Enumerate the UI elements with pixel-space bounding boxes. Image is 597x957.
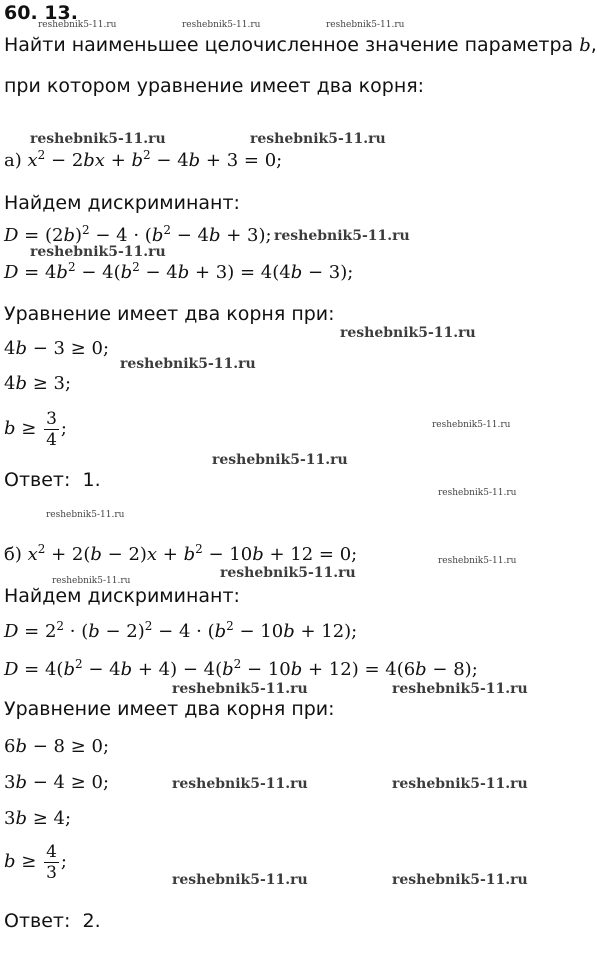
- watermark: reshebnik5-11.ru: [392, 776, 528, 792]
- part-a-discriminant-formula-1: $D = (2b)^2 - 4 \cdot (b^2 - 4b + 3)$;: [4, 223, 272, 246]
- part-b-inequality-2: 3b − 4 ≥ 0;: [4, 772, 110, 793]
- watermark: reshebnik5-11.ru: [212, 452, 348, 468]
- part-b-condition-heading: Уравнение имеет два корня при:: [4, 698, 335, 720]
- watermark: reshebnik5-11.ru: [30, 244, 166, 260]
- watermark: reshebnik5-11.ru: [340, 325, 476, 341]
- statement-comma: ,: [590, 34, 597, 56]
- part-b-inequality-4: b ≥ $\frac{4}{3}$ ;: [4, 841, 67, 883]
- watermark: reshebnik5-11.ru: [172, 681, 308, 697]
- watermark: reshebnik5-11.ru: [120, 356, 256, 372]
- part-a-discriminant-formula-2: $D = 4b^2 - 4(b^2 - 4b + 3) = 4(4b - 3)$;: [4, 260, 354, 283]
- watermark: reshebnik5-11.ru: [392, 872, 528, 888]
- task-statement-line1: [4, 34, 597, 57]
- part-a-inequality-3: b ≥ $\frac{3}{4}$ ;: [4, 408, 67, 450]
- watermark: reshebnik5-11.ru: [46, 510, 125, 520]
- task-statement-line2: при котором уравнение имеет два корня:: [4, 75, 425, 97]
- part-b-discriminant-formula-2: $D = 4(b^2 - 4b + 4) - 4(b^2 - 10b + 12) = 4(6b - 8)$;: [4, 657, 478, 680]
- watermark: reshebnik5-11.ru: [392, 681, 528, 697]
- part-b-answer: [4, 910, 101, 932]
- part-b-inequality-3: 3b ≥ 4;: [4, 808, 72, 829]
- part-a-inequality-1: 4b − 3 ≥ 0;: [4, 338, 110, 359]
- watermark: reshebnik5-11.ru: [326, 20, 405, 30]
- param-symbol: b: [579, 35, 591, 56]
- part-a-condition-heading: Уравнение имеет два корня при:: [4, 303, 335, 325]
- part-a-discriminant-heading: Найдем дискриминант:: [4, 192, 240, 214]
- part-b-discriminant-heading: Найдем дискриминант:: [4, 585, 240, 607]
- watermark: reshebnik5-11.ru: [172, 776, 308, 792]
- part-b-answer-label: Ответ:: [4, 910, 71, 932]
- part-a-answer-value: 1.: [82, 469, 101, 491]
- task-number: 60. 13.: [4, 2, 78, 24]
- part-a-equation: а) $x^2 - 2bx + b^2 - 4b + 3 = 0$;: [4, 148, 283, 171]
- watermark: reshebnik5-11.ru: [52, 576, 131, 586]
- part-b-answer-value: 2.: [82, 910, 101, 932]
- part-b-equation: б) $x^2 + 2(b - 2)x + b^2 - 10b + 12 = 0$;: [4, 542, 358, 565]
- part-a-label: а): [4, 150, 22, 171]
- watermark: reshebnik5-11.ru: [30, 131, 166, 147]
- statement-text: Найти наименьшее целочисленное значение параметра: [4, 34, 580, 56]
- part-b-label: б): [4, 544, 22, 565]
- watermark: reshebnik5-11.ru: [220, 565, 356, 581]
- part-b-inequality-1: 6b − 8 ≥ 0;: [4, 736, 110, 757]
- part-a-answer-label: Ответ:: [4, 469, 71, 491]
- watermark: reshebnik5-11.ru: [182, 20, 261, 30]
- part-a-inequality-2: 4b ≥ 3;: [4, 373, 72, 394]
- watermark: reshebnik5-11.ru: [250, 131, 386, 147]
- watermark: reshebnik5-11.ru: [438, 556, 517, 566]
- watermark: reshebnik5-11.ru: [432, 420, 511, 430]
- watermark: reshebnik5-11.ru: [438, 488, 517, 498]
- watermark: reshebnik5-11.ru: [38, 20, 117, 30]
- part-a-answer: [4, 469, 101, 491]
- watermark: reshebnik5-11.ru: [172, 872, 308, 888]
- part-b-discriminant-formula-1: $D = 2^2 \cdot (b - 2)^2 - 4 \cdot (b^2 - 10b + 12)$;: [4, 619, 358, 642]
- watermark: reshebnik5-11.ru: [274, 228, 410, 244]
